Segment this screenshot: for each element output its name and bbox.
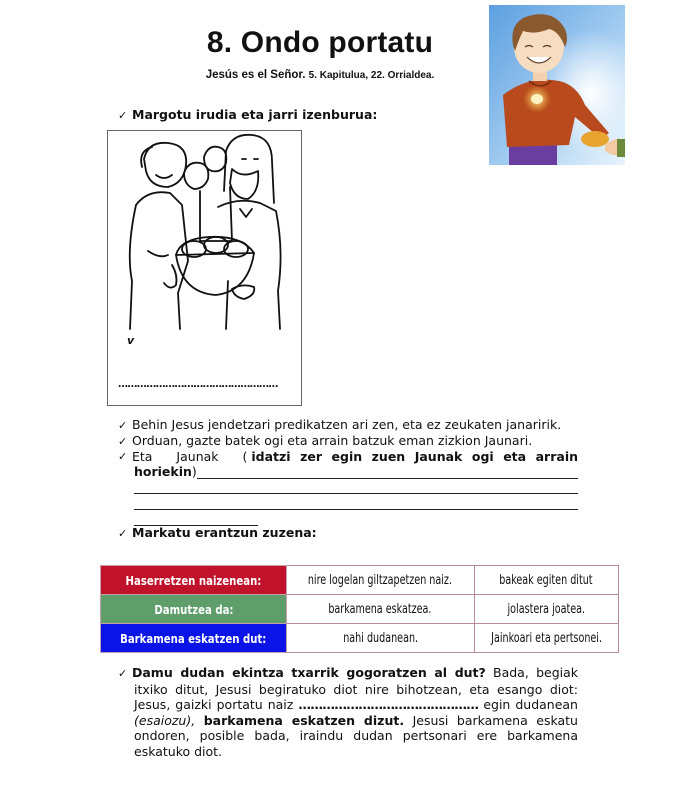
answer-option[interactable] (474, 624, 618, 653)
coloring-mark: v (127, 334, 135, 347)
story-section (118, 417, 578, 526)
answer-lines (118, 479, 578, 526)
check-icon: ✓ (118, 419, 128, 432)
reflection-bold: barkamena eskatzen dizut. (203, 712, 405, 728)
reflection-blank[interactable]: ……………………………………… (298, 697, 479, 712)
reflection-text-part: egin dudanean (478, 697, 578, 712)
option-text: barkamena eskatzea. (328, 601, 432, 617)
story-line-1 (118, 417, 578, 433)
reflection-paragraph (118, 665, 578, 759)
option-text: Jainkoari eta pertsonei. (490, 630, 602, 646)
page-subtitle (180, 69, 460, 81)
option-text: bakeak egiten ditut (499, 572, 593, 588)
instruction-color-and-title (118, 107, 377, 123)
row-label-text: Haserretzen naizenean: (125, 572, 262, 588)
page-title: 8. Ondo portatu (206, 26, 434, 59)
reflection-italic: (esaiozu), (134, 712, 196, 728)
story-bold-text: horiekin (134, 464, 192, 479)
story-text: Behin Jesus jendetzari predikatzen ari zen, eta ez zeukaten janaririk. (132, 417, 562, 432)
option-text: jolastera joatea. (507, 601, 586, 617)
story-text: ) (191, 464, 197, 479)
reflection-text (118, 665, 578, 759)
answer-option[interactable] (287, 566, 475, 595)
table-row (101, 624, 619, 653)
reflection-text-part: Jesusi barkamena eskatu ondoren, posible bada, iraindu dudan pertsonari ere barkamena eskatuko diot. (134, 712, 578, 759)
answer-option[interactable] (474, 595, 618, 624)
instruction-text: Markatu erantzun zuzena: (132, 525, 317, 540)
check-icon: ✓ (118, 527, 128, 540)
subtitle-book: Jesús es el Señor. (205, 69, 306, 81)
row-label-text: Damutzea da: (153, 601, 234, 617)
coloring-picture-frame (107, 130, 302, 406)
answer-line[interactable] (197, 464, 578, 479)
check-icon: ✓ (118, 667, 128, 680)
story-question (132, 449, 578, 464)
answer-line[interactable] (134, 495, 578, 510)
check-icon: ✓ (118, 435, 128, 448)
check-icon: ✓ (118, 450, 128, 463)
check-icon: ✓ (118, 109, 128, 122)
row-label-text: Barkamena eskatzen dut: (120, 630, 267, 646)
answer-option[interactable] (287, 595, 475, 624)
row-label (101, 595, 287, 624)
answer-line[interactable] (134, 511, 258, 526)
answer-option[interactable] (287, 624, 475, 653)
answer-option[interactable] (474, 566, 618, 595)
boy-sharing-bread-illustration (489, 5, 625, 165)
instruction-text: Margotu irudia eta jarri izenburua: (132, 107, 378, 122)
story-line-3 (118, 449, 578, 464)
option-text: nire logelan giltzapetzen naiz. (308, 572, 453, 588)
subtitle-reference: 5. Kapitulua, 22. Orrialdea. (308, 70, 435, 81)
picture-title-blank[interactable]: …………………………………………… (118, 379, 278, 390)
jesus-and-disciple-with-bread-basket-drawing (108, 131, 303, 407)
answer-line[interactable] (134, 479, 578, 494)
answers-table (100, 565, 619, 653)
option-text: nahi dudanean. (342, 630, 418, 646)
row-label (101, 566, 287, 595)
story-line-2 (118, 433, 578, 449)
story-text: Orduan, gazte batek ogi eta arrain batzuk eman zizkion Jaunari. (132, 433, 533, 448)
reflection-question: Damu dudan ekintza txarrik gogoratzen al dut? (132, 665, 486, 680)
story-bold-text: idatzi zer egin zuen Jaunak ogi eta arrain (251, 449, 578, 464)
table-row (101, 595, 619, 624)
instruction-mark-correct (118, 525, 317, 541)
story-text: Eta Jaunak ( (132, 449, 248, 464)
reflection-text-part: Bada, begiak itxiko ditut, Jesusi begiratuko diot nire bihotzean, eta esango diot: Jesus, gaizki portatu naiz (134, 665, 578, 712)
table-row (101, 566, 619, 595)
story-line-4 (118, 464, 578, 479)
row-label (101, 624, 287, 653)
